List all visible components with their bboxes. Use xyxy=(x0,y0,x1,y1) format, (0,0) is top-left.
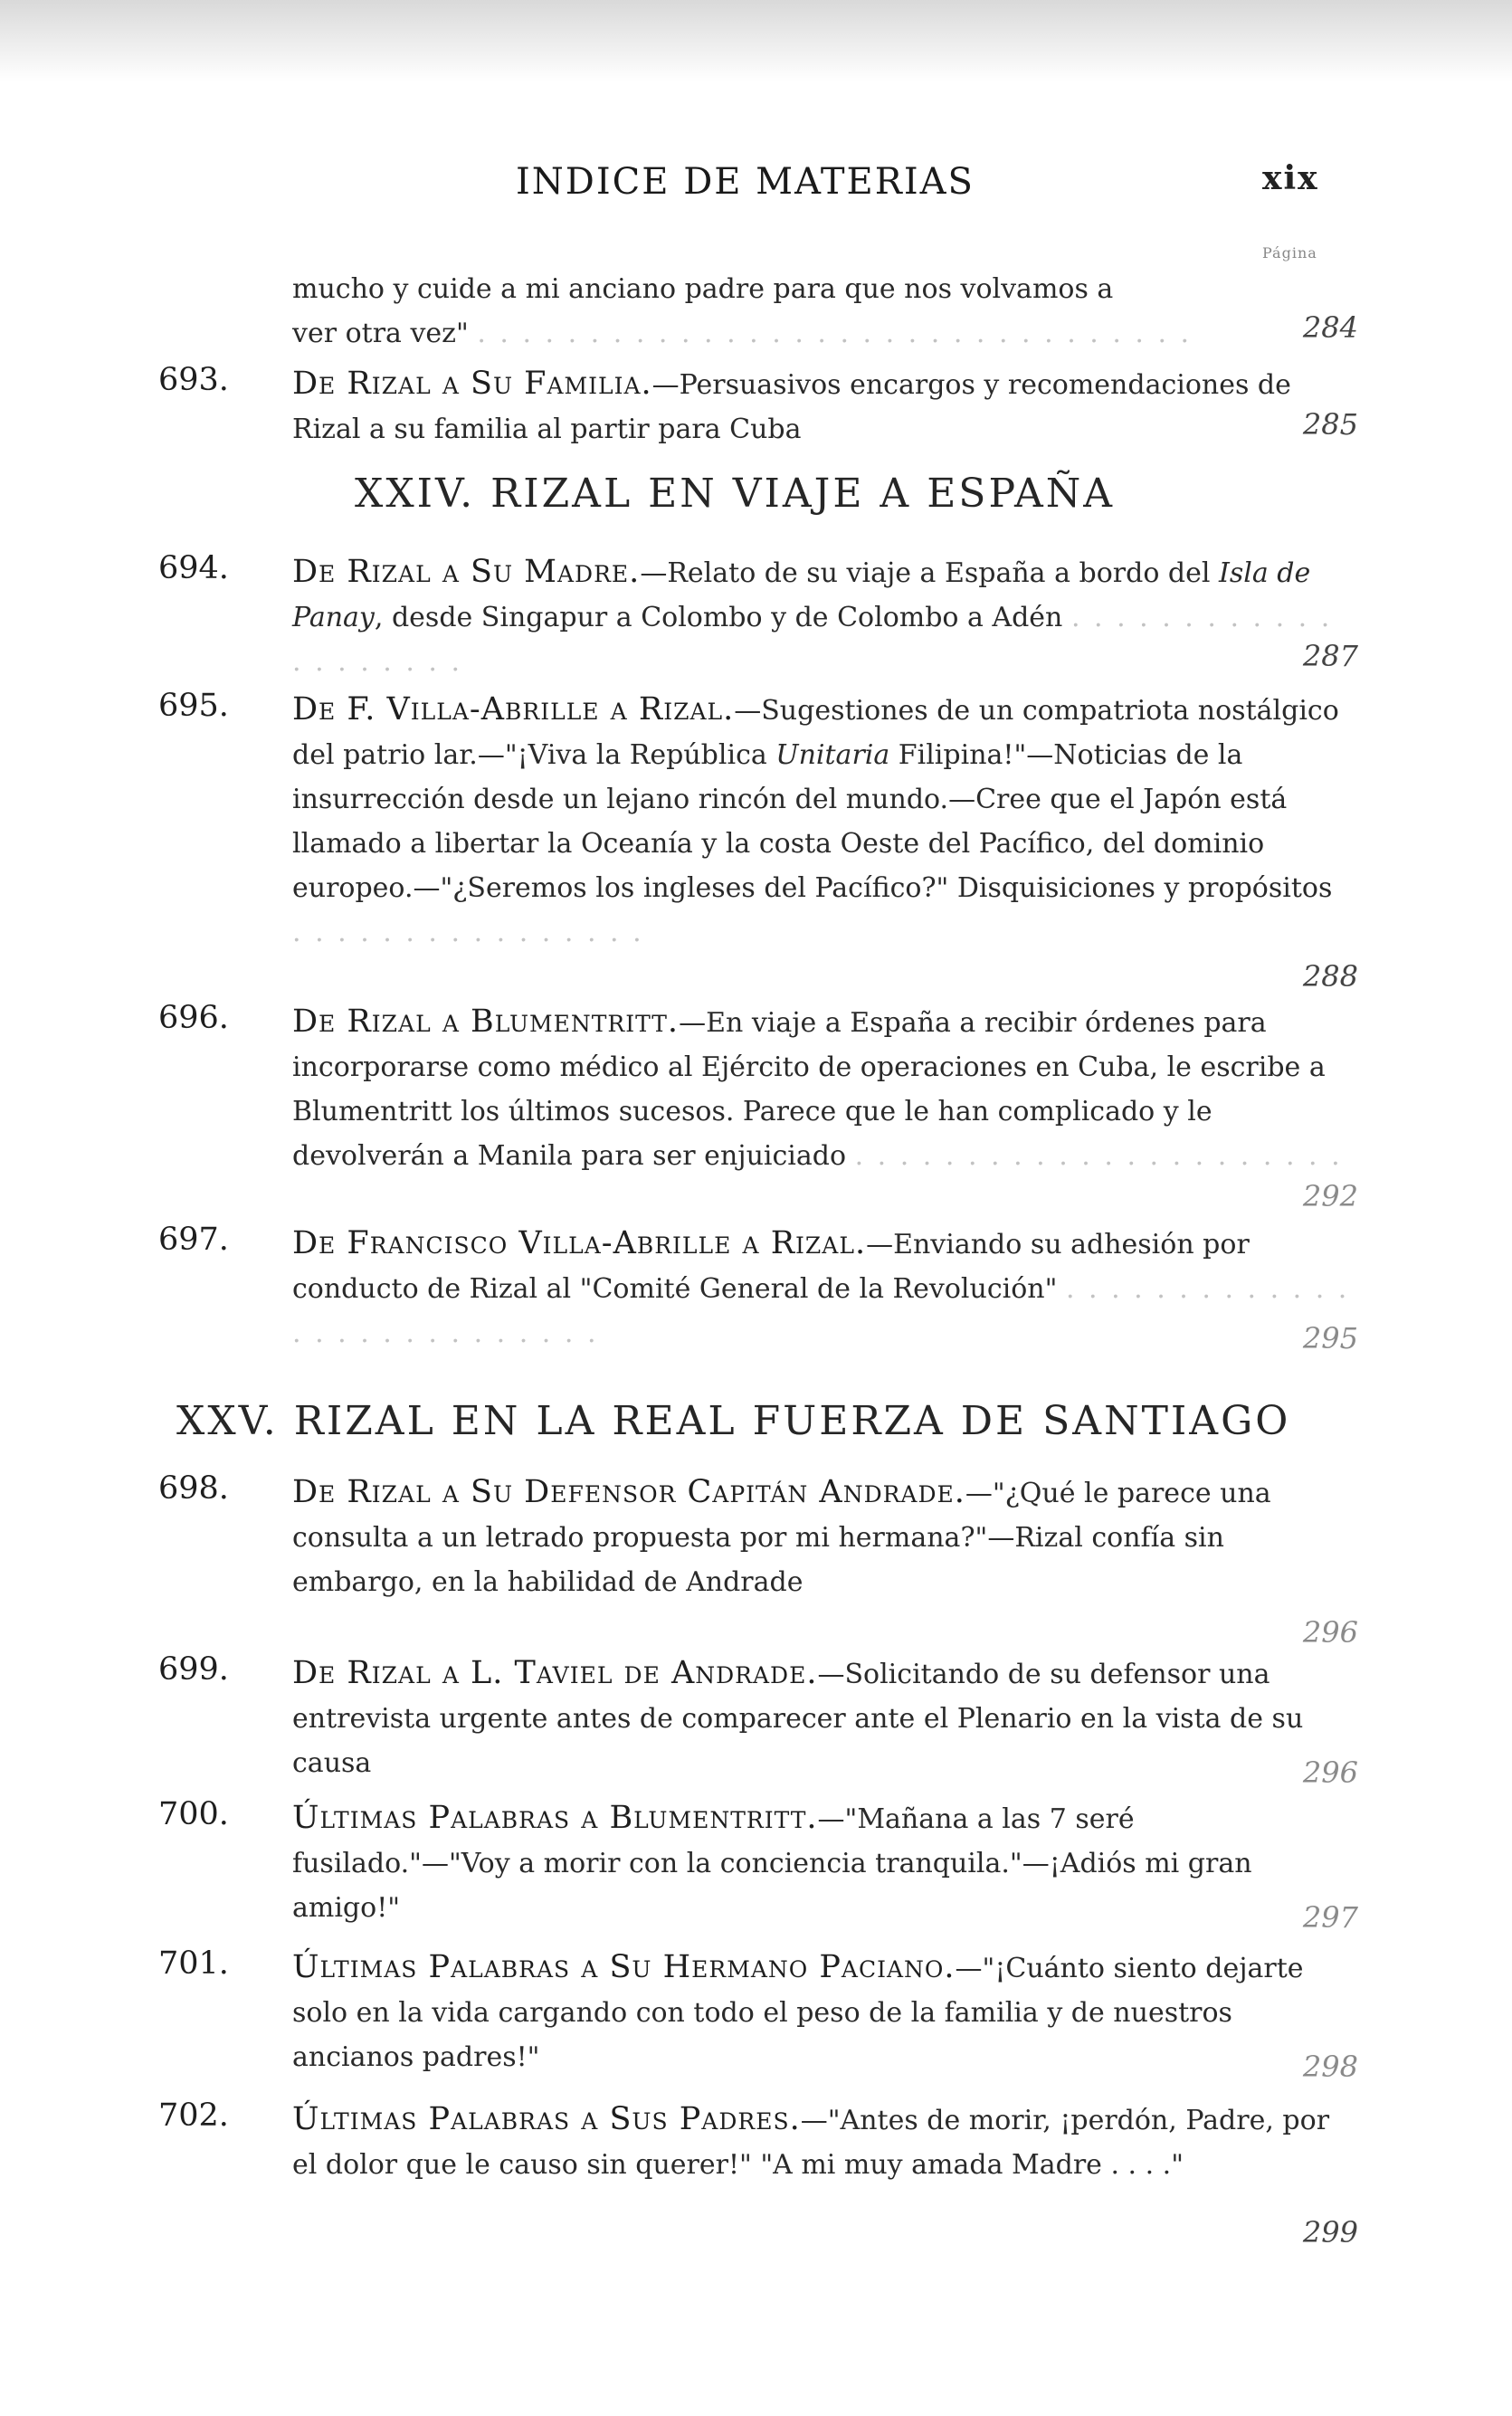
leader-dots: . . . . . . . . . . . . . . . . . . . . xyxy=(292,602,1333,678)
entry-text: ver otra vez" xyxy=(292,318,469,349)
entry-number: 694. xyxy=(158,550,229,586)
entry-text: —Persuasivos encargos y recomendaciones de Rizal a su familia al partir para Cuba xyxy=(292,369,1291,445)
entry-heading: De Rizal a Su Defensor Capitán Andrade. xyxy=(292,1474,965,1510)
leader-dots: . . . . . . . . . . . . . . . . xyxy=(292,917,644,948)
entry-heading: De Francisco Villa-Abrille a Rizal. xyxy=(292,1225,867,1261)
entry-page: 298 xyxy=(1302,2050,1358,2084)
entry-number: 702. xyxy=(158,2097,229,2134)
entry-page: 292 xyxy=(1302,1179,1358,1213)
entry-heading: Últimas Palabras a Blumentritt. xyxy=(292,1800,818,1836)
entry-number: 696. xyxy=(158,1000,229,1036)
entry-number: 700. xyxy=(158,1796,229,1832)
toc-entry xyxy=(158,550,1358,684)
entry-text: —"¡Cuánto siento dejarte solo en la vida cargando con todo el peso de la familia y de nuestros ancianos padres!" xyxy=(292,1953,1304,2073)
entry-text: Filipina!"—Noticias de la insurrección desde un lejano rincón del mundo.—Cree que el Japón está llamado a libertar la Oceanía y la costa Oeste del Pacífico, del dominio europeo.—"¿Seremos los ingleses del Pacífico?" Disquisiciones y propósitos xyxy=(292,739,1333,904)
entry-text: , desde Singapur a Colombo y de Colombo a Adén xyxy=(374,602,1063,633)
page-number: xix xyxy=(1262,159,1319,197)
entry-text: —"Antes de morir, ¡perdón, Padre, por el dolor que le causo sin querer!" "A mi muy amada Madre . . . ." xyxy=(292,2105,1330,2181)
entry-text: —Sugestiones de un compatriota nostálgico del patrio lar.—"¡Viva la República xyxy=(292,695,1339,771)
leader-dots: . . . . . . . . . . . . . . . . . . . . . . xyxy=(854,1140,1343,1172)
entry-text: —Enviando su adhesión por conducto de Rizal al "Comité General de la Revolución" xyxy=(292,1229,1250,1305)
leader-dots: . . . . . . . . . . . . . . . . . . . . . . . . . . . . . . . . xyxy=(477,318,1193,349)
entry-heading: De Rizal a Su Madre. xyxy=(292,554,641,590)
toc-entry xyxy=(158,1945,1358,2084)
entry-page: 296 xyxy=(1302,1755,1358,1790)
entry-page: 285 xyxy=(1302,407,1358,442)
toc-entry xyxy=(158,688,1358,994)
toc-entry xyxy=(158,1222,1358,1355)
entry-page: 299 xyxy=(1302,2215,1358,2250)
entry-number: 693. xyxy=(158,362,229,398)
entry-text: —"Mañana a las 7 seré fusilado."—"Voy a morir con la conciencia tranquila."—¡Adiós mi gran amigo!" xyxy=(292,1803,1252,1924)
toc-entry xyxy=(158,362,1358,452)
toc-entry xyxy=(158,1470,1358,1650)
entry-number: 695. xyxy=(158,688,229,724)
entry-heading: De Rizal a L. Taviel de Andrade. xyxy=(292,1655,818,1691)
entry-text-italic: Isla de Panay xyxy=(292,557,1311,633)
toc-entry xyxy=(158,2097,1358,2250)
entry-text: —"¿Qué le parece una consulta a un letrado propuesta por mi hermana?"—Rizal confía sin embargo, en la habilidad de Andrade xyxy=(292,1478,1271,1598)
entry-heading: De Rizal a Su Familia. xyxy=(292,366,652,402)
entry-text-italic: Unitaria xyxy=(775,739,890,771)
entry-page: 296 xyxy=(1302,1615,1358,1650)
entry-page: 288 xyxy=(1302,959,1358,994)
entry-page: 295 xyxy=(1302,1321,1358,1355)
toc-entry-continuation xyxy=(158,267,1358,356)
entry-number: 698. xyxy=(158,1470,229,1507)
entry-heading: De Rizal a Blumentritt. xyxy=(292,1003,680,1040)
toc-entry xyxy=(158,1796,1358,1935)
entry-number: 701. xyxy=(158,1945,229,1982)
entry-text: —En viaje a España a recibir órdenes para incorporarse como médico al Ejército de operaciones en Cuba, le escribe a Blumentritt los últimos sucesos. Parece que le han complicado y le devolverán a Manila para ser enjuiciado xyxy=(292,1007,1326,1172)
leader-dots: . . . . . . . . . . . . . . . . . . . . . . . . . . . xyxy=(292,1273,1350,1349)
entry-page: 297 xyxy=(1302,1900,1358,1935)
entry-page: 284 xyxy=(1302,310,1358,345)
entry-text: —Relato de su viaje a España a bordo del xyxy=(640,557,1220,589)
entry-number: 697. xyxy=(158,1222,229,1258)
toc-entry xyxy=(158,1000,1358,1213)
scan-shadow xyxy=(0,0,1512,81)
section-heading: XXV. RIZAL EN LA REAL FUERZA DE SANTIAGO xyxy=(176,1398,1291,1444)
entry-page: 287 xyxy=(1302,639,1358,673)
entry-heading: Últimas Palabras a Sus Padres. xyxy=(292,2101,801,2137)
entry-text: mucho y cuide a mi anciano padre para que nos volvamos a xyxy=(292,273,1114,305)
pagina-column-label: Página xyxy=(1262,244,1317,262)
entry-text: —Solicitando de su defensor una entrevista urgente antes de comparecer ante el Plenario en la vista de su causa xyxy=(292,1659,1304,1779)
toc-entry xyxy=(158,1651,1358,1790)
running-head-title: INDICE DE MATERIAS xyxy=(516,161,975,203)
entry-heading: De F. Villa-Abrille a Rizal. xyxy=(292,691,735,728)
entry-heading: Últimas Palabras a Su Hermano Paciano. xyxy=(292,1949,956,1985)
section-heading: XXIV. RIZAL EN VIAJE A ESPAÑA xyxy=(355,471,1116,517)
entry-number: 699. xyxy=(158,1651,229,1688)
